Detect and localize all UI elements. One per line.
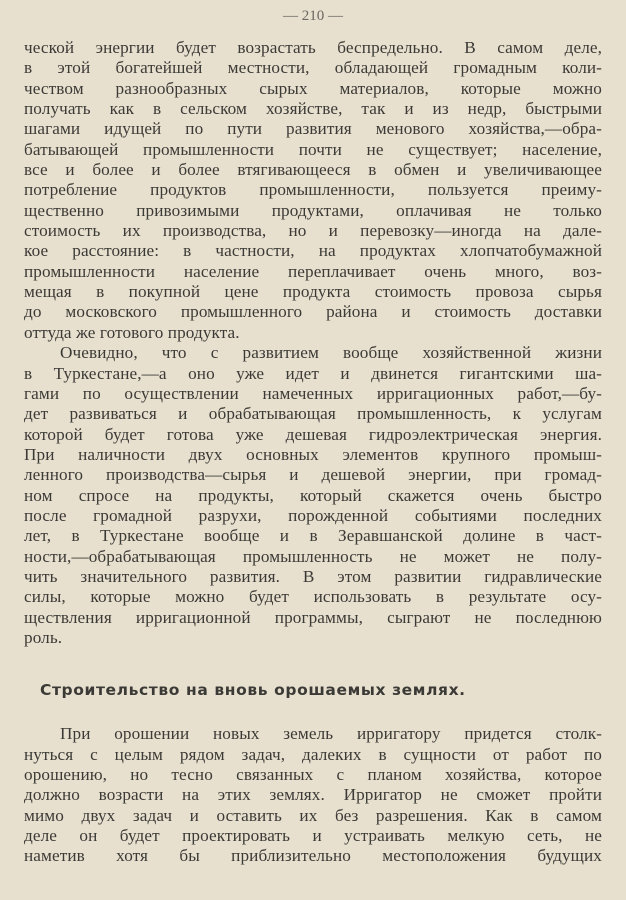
text-line: ческой энергии будет возрастать беспредельно. В самом деле, — [24, 38, 602, 57]
text-line: мимо двух задач и оставить их без разрешения. Как в самом — [24, 805, 602, 825]
text-line: ленного производства—сырья и дешевой энергии, при громад- — [24, 465, 602, 485]
text-line: силы, которые можно будет использовать в результате осу- — [24, 587, 602, 607]
text-line: в этой богатейшей местности, обладающей громадным коли- — [24, 58, 602, 78]
text-line: лет, в Туркестане вообще и в Зеравшанской долине в част- — [24, 526, 602, 546]
text-line: дет развиваться и обрабатывающая промышленность, к услугам — [24, 404, 602, 424]
page-number: — 210 — — [283, 8, 343, 24]
text-line: гами по осуществлении намеченных ирригационных работ,—бу- — [24, 383, 602, 403]
text-line: после громадной разрухи, порожденной событиями последних — [24, 505, 602, 525]
text-line: ществления ирригационной программы, сыграют не последнюю — [24, 607, 602, 627]
text-line: орошению, но тесно связанных с планом хозяйства, которое — [24, 765, 602, 784]
text-line: наметив хотя бы приблизительно местоположения будущих — [24, 846, 602, 866]
text-line: оттуда же готового продукта. — [24, 322, 240, 342]
text-line: шагами идущей по пути развития менового хозяйства,—обра- — [24, 119, 602, 139]
paragraph-1 — [24, 38, 602, 343]
text-line: промышленности население переплачивает очень много, воз- — [24, 261, 602, 281]
text-line: ности,—обрабатывающая промышленность не может не полу- — [24, 546, 602, 566]
text-line: деле он будет проектировать и устраивать мелкую сеть, не — [24, 826, 602, 846]
text-line: чить значительного развития. В этом развитии гидравлические — [24, 566, 602, 586]
book-page — [24, 0, 602, 900]
text-line: роль. — [24, 627, 63, 647]
text-line: чеством разнообразных сырых материалов, которые можно — [24, 78, 602, 98]
paragraph-2 — [24, 343, 602, 648]
text-line: щественно привозимыми продуктами, оплачивая не только — [24, 200, 602, 220]
text-line: стоимость их производства, но и перевозку—иногда на дале- — [24, 221, 602, 241]
text-line: При орошении новых земель ирригатору придется столк- — [60, 724, 602, 744]
text-line: кое расстояние: в частности, на продуктах хлопчатобумажной — [24, 241, 602, 261]
body-text — [24, 38, 602, 867]
section-heading: Строительство на вновь орошаемых землях. — [40, 681, 466, 700]
text-line: мещая в покупной цене продукта стоимость провоза сырья — [24, 282, 602, 302]
text-line: потребление продуктов промышленности, пользуется преиму- — [24, 180, 602, 200]
text-line: Очевидно, что с развитием вообще хозяйственной жизни — [60, 343, 602, 363]
text-line: При наличности двух основных элементов крупного промыш- — [24, 444, 602, 464]
text-line: ном спросе на продукты, который скажется очень быстро — [24, 485, 602, 505]
text-line: должно возрасти на этих землях. Ирригатор не сможет пройти — [24, 785, 602, 805]
text-line: нуться с целым рядом задач, далеких в сущности от работ по — [24, 744, 602, 764]
text-line: в Туркестане,—а оно уже идет и двинется гигантскими ша- — [24, 363, 602, 383]
text-line: получать как в сельском хозяйстве, так и из недр, быстрыми — [24, 99, 602, 119]
text-line: которой будет готова уже дешевая гидроэлектрическая энергия. — [24, 424, 602, 444]
text-line: батывающей промышленности почти не существует; население, — [24, 139, 602, 159]
text-line: все и более и более втягивающееся в обмен и увеличивающее — [24, 160, 602, 180]
text-line: до московского промышленного района и стоимость доставки — [24, 302, 602, 322]
paragraph-3 — [24, 724, 602, 866]
